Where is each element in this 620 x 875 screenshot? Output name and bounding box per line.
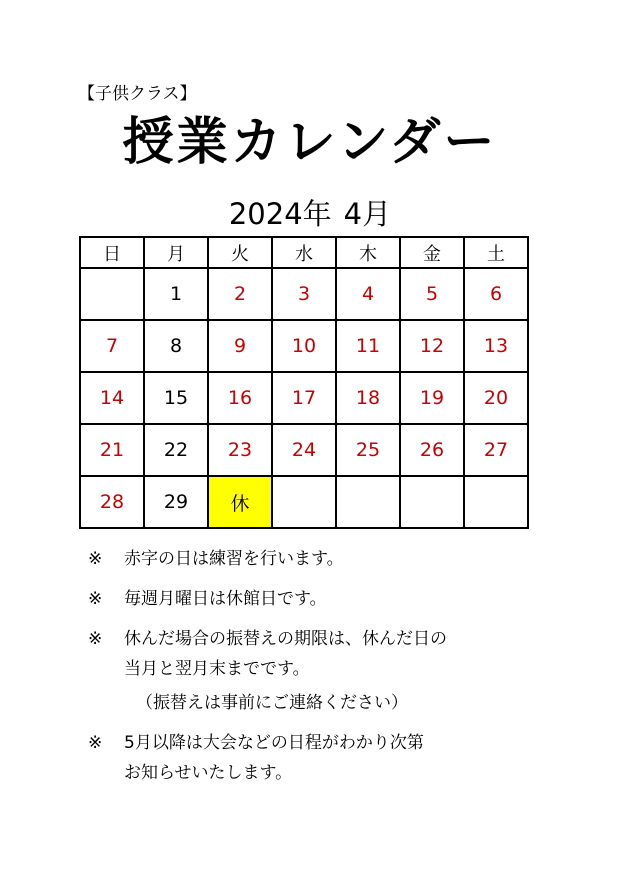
note-text: お知らせいたします。 bbox=[124, 763, 293, 783]
empty-day-cell bbox=[272, 476, 336, 528]
day-cell: 28 bbox=[80, 476, 144, 528]
calendar-table bbox=[79, 236, 529, 529]
weekday-fri: 金 bbox=[400, 237, 464, 268]
notes-section bbox=[88, 548, 447, 802]
calendar-week-row bbox=[80, 476, 528, 528]
day-cell: 23 bbox=[208, 424, 272, 476]
calendar-body bbox=[80, 268, 528, 528]
note-item bbox=[88, 732, 447, 784]
day-cell: 21 bbox=[80, 424, 144, 476]
day-cell: 9 bbox=[208, 320, 272, 372]
day-cell: 2 bbox=[208, 268, 272, 320]
day-cell: 17 bbox=[272, 372, 336, 424]
day-cell: 24 bbox=[272, 424, 336, 476]
day-cell: 14 bbox=[80, 372, 144, 424]
day-cell: 27 bbox=[464, 424, 528, 476]
month-heading bbox=[0, 194, 620, 234]
day-cell: 22 bbox=[144, 424, 208, 476]
weekday-wed: 水 bbox=[272, 237, 336, 268]
empty-day-cell bbox=[80, 268, 144, 320]
note-parenthetical: （振替えは事前にご連絡ください） bbox=[136, 693, 408, 713]
note-item bbox=[88, 628, 447, 714]
day-cell: 26 bbox=[400, 424, 464, 476]
day-cell: 6 bbox=[464, 268, 528, 320]
day-cell: 1 bbox=[144, 268, 208, 320]
reference-mark: ※ bbox=[88, 629, 103, 649]
day-cell: 10 bbox=[272, 320, 336, 372]
class-subtitle: 【子供クラス】 bbox=[78, 84, 197, 104]
weekday-sat: 土 bbox=[464, 237, 528, 268]
weekday-sun: 日 bbox=[80, 237, 144, 268]
note-text: 当月と翌月末までです。 bbox=[124, 659, 310, 679]
weekday-header-row bbox=[80, 237, 528, 268]
calendar-week-row bbox=[80, 268, 528, 320]
weekday-tue: 火 bbox=[208, 237, 272, 268]
empty-day-cell bbox=[336, 476, 400, 528]
day-cell: 16 bbox=[208, 372, 272, 424]
note-text: 休んだ場合の振替えの期限は、休んだ日の bbox=[124, 629, 447, 649]
calendar-week-row bbox=[80, 372, 528, 424]
day-cell: 19 bbox=[400, 372, 464, 424]
empty-day-cell bbox=[400, 476, 464, 528]
weekday-mon: 月 bbox=[144, 237, 208, 268]
reference-mark: ※ bbox=[88, 549, 103, 569]
note-item bbox=[88, 548, 447, 570]
day-cell: 29 bbox=[144, 476, 208, 528]
year-label: 2024年 bbox=[228, 197, 332, 231]
reference-mark: ※ bbox=[88, 733, 103, 753]
calendar-week-row bbox=[80, 320, 528, 372]
calendar-week-row bbox=[80, 424, 528, 476]
day-cell: 3 bbox=[272, 268, 336, 320]
day-cell: 5 bbox=[400, 268, 464, 320]
page-title: 授業カレンダー bbox=[122, 113, 498, 172]
day-cell: 4 bbox=[336, 268, 400, 320]
day-cell: 8 bbox=[144, 320, 208, 372]
closed-day-cell: 休 bbox=[208, 476, 272, 528]
day-cell: 18 bbox=[336, 372, 400, 424]
note-text: 赤字の日は練習を行います。 bbox=[124, 549, 344, 569]
day-cell: 11 bbox=[336, 320, 400, 372]
reference-mark: ※ bbox=[88, 589, 103, 609]
weekday-thu: 木 bbox=[336, 237, 400, 268]
day-cell: 25 bbox=[336, 424, 400, 476]
note-text: 毎週月曜日は休館日です。 bbox=[124, 589, 327, 609]
month-label: 4月 bbox=[343, 197, 392, 231]
day-cell: 15 bbox=[144, 372, 208, 424]
note-item bbox=[88, 588, 447, 610]
day-cell: 13 bbox=[464, 320, 528, 372]
day-cell: 7 bbox=[80, 320, 144, 372]
empty-day-cell bbox=[464, 476, 528, 528]
note-text: 5月以降は大会などの日程がわかり次第 bbox=[124, 733, 424, 753]
day-cell: 20 bbox=[464, 372, 528, 424]
day-cell: 12 bbox=[400, 320, 464, 372]
